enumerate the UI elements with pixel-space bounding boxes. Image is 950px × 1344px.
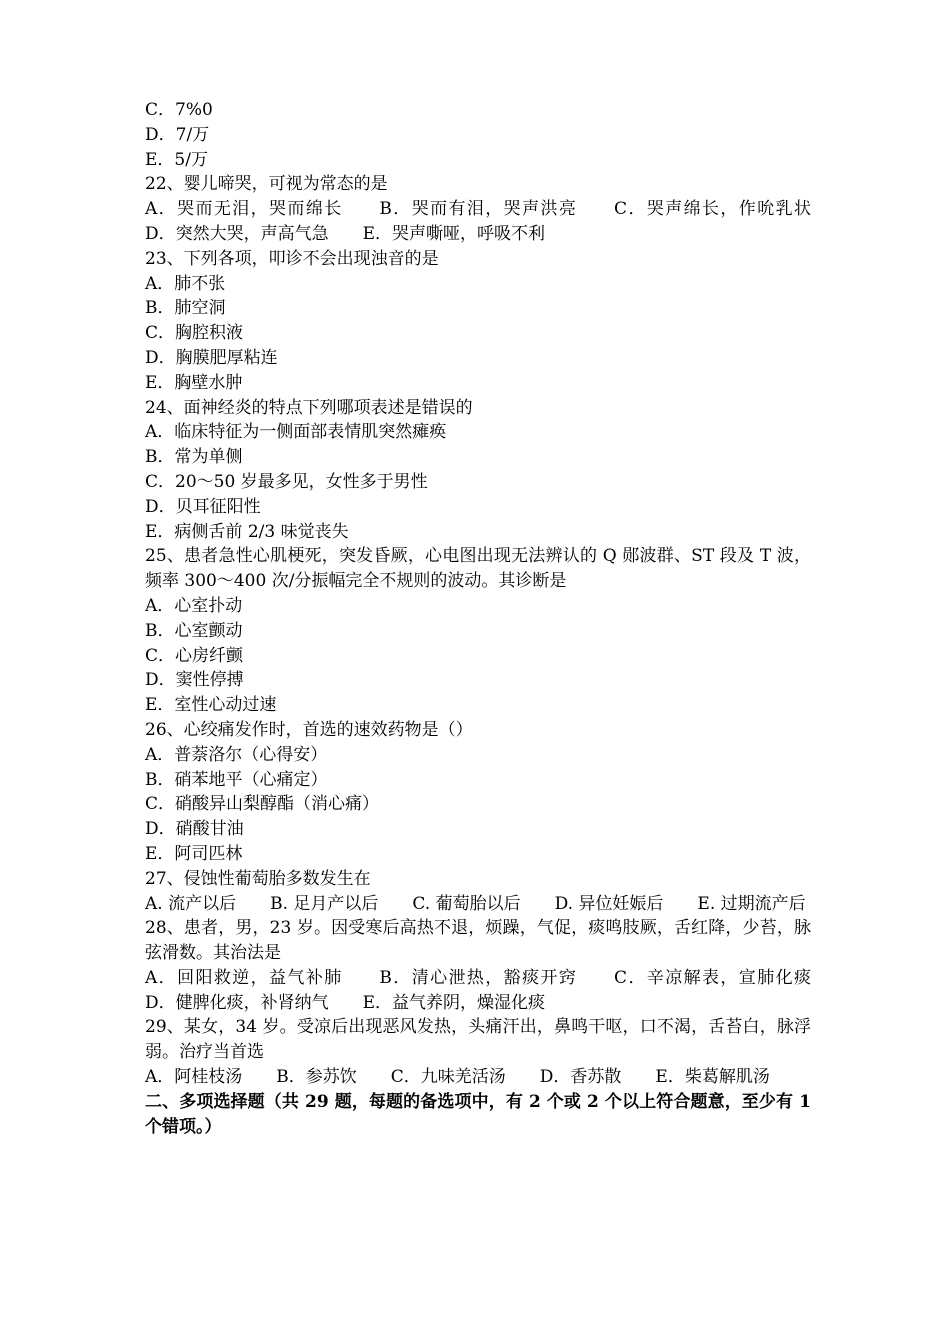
question-26: 26、心绞痛发作时，首选的速效药物是（） <box>145 719 473 740</box>
option-e: E．胸壁水肿 <box>145 372 243 393</box>
option-c: C．20～50 岁最多见，女性多于男性 <box>145 471 428 492</box>
question-27: 27、侵蚀性葡萄胎多数发生在 <box>145 868 371 889</box>
option-b: B．硝苯地平（心痛定） <box>145 769 328 790</box>
option-e: E．室性心动过速 <box>145 695 277 716</box>
option-d: D．胸膜肥厚粘连 <box>145 347 278 368</box>
option-b: B．常为单侧 <box>145 447 243 468</box>
option-e: E．阿司匹林 <box>145 843 243 864</box>
option-c: C．7%0 <box>145 100 213 120</box>
option-c: C．心房纤颤 <box>145 645 244 666</box>
document-page <box>145 98 845 1139</box>
option-a: A．心室扑动 <box>145 595 243 616</box>
option-c: C．胸腔积液 <box>145 323 244 344</box>
option-a: A．普萘洛尔（心得安） <box>145 744 328 765</box>
question-27-options: A. 流产以后 B. 足月产以后 C. 葡萄胎以后 D. 异位妊娠后 E. 过期流产后 <box>145 893 806 914</box>
question-22-options: A．哭而无泪，哭而绵长 B．哭而有泪，哭声洪亮 C．哭声绵长，作吮乳状 D．突然大哭，声高气急 E．哭声嘶哑，呼吸不利 <box>145 199 845 244</box>
option-c: C．硝酸异山梨醇酯（消心痛） <box>145 794 380 815</box>
option-a: A．肺不张 <box>145 273 226 294</box>
option-d: D．窦性停搏 <box>145 670 244 691</box>
question-22: 22、婴儿啼哭，可视为常态的是 <box>145 174 388 195</box>
option-b: B．心室颤动 <box>145 620 243 641</box>
section-heading: 二、多项选择题（共 29 题，每题的备选项中，有 2 个或 2 个以上符合题意，至少有 1 个错项。） <box>145 1091 811 1137</box>
option-e: E．病侧舌前 2/3 味觉丧失 <box>145 521 349 542</box>
option-d: D．贝耳征阳性 <box>145 496 261 517</box>
question-29: 29、某女，34 岁。受凉后出现恶风发热，头痛汗出，鼻鸣干呕，口不渴，舌苔白，脉浮弱。治疗当首选 <box>145 1017 811 1063</box>
option-a: A．临床特征为一侧面部表情肌突然瘫痪 <box>145 422 447 443</box>
question-28-options: A．回阳救逆，益气补肺 B．清心泄热，豁痰开窍 C．辛凉解表，宣肺化痰 D．健脾化痰，补肾纳气 E．益气养阴，燥湿化痰 <box>145 967 845 1013</box>
question-24: 24、面神经炎的特点下列哪项表述是错误的 <box>145 397 473 418</box>
option-d: D．硝酸甘油 <box>145 819 244 840</box>
question-28: 28、患者，男，23 岁。因受寒后高热不退，烦躁，气促，痰鸣肢厥，舌红降，少苔，脉弦滑数。其治法是 <box>145 918 811 964</box>
question-29-options: A．阿桂枝汤 B．参苏饮 C．九味羌活汤 D．香苏散 E．柴葛解肌汤 <box>145 1067 770 1088</box>
question-25: 25、患者急性心肌梗死，突发昏厥，心电图出现无法辨认的 Q 郧波群、ST 段及 T 波，频率 300～400 次/分振幅完全不规则的波动。其诊断是 <box>145 546 811 592</box>
option-b: B．肺空洞 <box>145 298 226 319</box>
option-e: E．5/万 <box>145 149 208 170</box>
question-23: 23、下列各项，叩诊不会出现浊音的是 <box>145 248 439 269</box>
option-d: D．7/万 <box>145 124 210 145</box>
